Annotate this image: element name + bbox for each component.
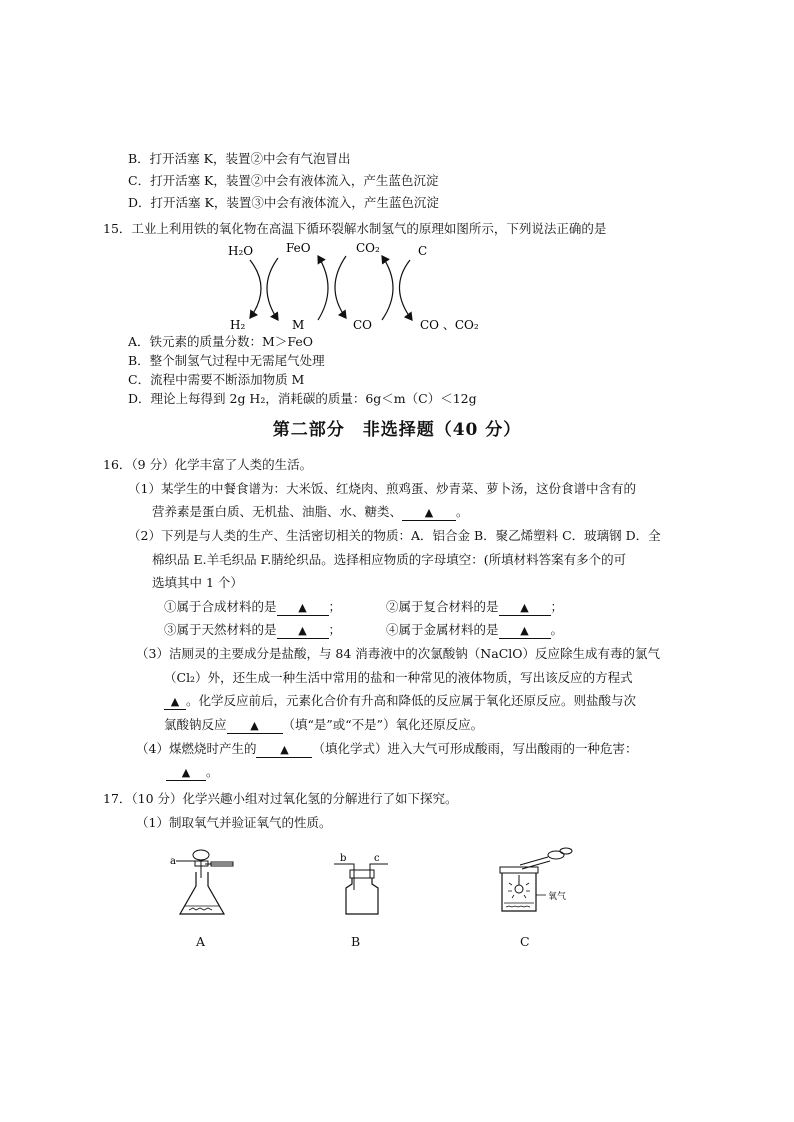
apparatus-c-figure — [494, 843, 594, 919]
label-apparatus-c: C — [520, 934, 530, 949]
label-m: M — [292, 318, 305, 332]
q16-p1-line2: 营养素是蛋白质、无机盐、油脂、水、糖类、 ▲ 。 — [152, 504, 469, 519]
answer-blank[interactable]: ▲ — [164, 694, 186, 710]
q16-p2-line3: 选填其中 1 个） — [152, 575, 243, 590]
label-a: a — [170, 856, 176, 867]
conical-flask — [180, 872, 224, 914]
q16-p2-row2-b: ④属于金属材料的是 ▲ 。 — [386, 622, 564, 637]
label-c: C — [418, 244, 428, 258]
answer-blank[interactable]: ▲ — [499, 623, 551, 639]
part-two-heading: 第二部分 非选择题（40 分） — [272, 420, 522, 440]
label-co-co2: CO 、CO₂ — [420, 318, 479, 332]
q15-option-b: B．整个制氢气过程中无需尾气处理 — [128, 353, 325, 368]
arrow-h2o-h2 — [250, 260, 261, 318]
q15-cycle-diagram — [220, 238, 490, 338]
q14-option-b: B．打开活塞 K，装置②中会有气泡冒出 — [128, 151, 351, 166]
label-oxygen: 氧气 — [548, 892, 567, 902]
q16-p3-line1: （3）洁厕灵的主要成分是盐酸，与 84 消毒液中的次氯酸钠（NaClO）反应除生成有毒的氯气 — [136, 646, 661, 661]
answer-blank[interactable]: ▲ — [402, 505, 456, 521]
q14-option-c: C．打开活塞 K，装置②中会有液体流入，产生蓝色沉淀 — [128, 173, 439, 188]
answer-blank[interactable]: ▲ — [166, 765, 206, 781]
label-h2o: H₂O — [228, 244, 254, 258]
q16-p2-line2: 棉织品 E.羊毛织品 F.腈纶织品。选择相应物质的字母填空：(所填材料答案有多个的可 — [152, 552, 627, 567]
answer-blank[interactable]: ▲ — [227, 718, 283, 734]
answer-blank[interactable]: ▲ — [499, 600, 551, 616]
label-apparatus-b: B — [351, 934, 361, 949]
label-c-tube: c — [374, 853, 380, 864]
answer-blank[interactable]: ▲ — [277, 623, 329, 639]
q14-option-d: D．打开活塞 K，装置③中会有液体流入，产生蓝色沉淀 — [128, 195, 439, 210]
separatory-funnel — [193, 850, 209, 860]
answer-blank[interactable]: ▲ — [256, 742, 312, 758]
burning-sample — [515, 885, 523, 893]
q16-p1-line1: （1）某学生的中餐食谱为：大米饭、红烧肉、煎鸡蛋、炒青菜、萝卜汤，这份食谱中含有的 — [128, 481, 636, 496]
label-apparatus-a: A — [196, 934, 206, 949]
q15-stem: 15．工业上利用铁的氧化物在高温下循环裂解水制氢气的原理如图所示，下列说法正确的是 — [103, 221, 607, 236]
q16-p2-row1-b: ②属于复合材料的是 ▲ ； — [386, 599, 564, 614]
label-co2-top: CO₂ — [356, 241, 380, 255]
arrow-m-feo — [318, 256, 328, 320]
q15-option-d: D．理论上每得到 2g H₂，消耗碳的质量：6g＜m（C）＜12g — [128, 391, 477, 406]
q16-p2-line1: （2）下列是与人类的生产、生活密切相关的物质：A．铝合金 B．聚乙烯塑料 C．玻璃钢 D．全 — [128, 528, 661, 543]
label-co: CO — [353, 318, 373, 332]
arrow-co2-co — [335, 256, 346, 318]
label-b: b — [340, 853, 347, 864]
q15-option-a: A．铁元素的质量分数：M＞FeO — [128, 334, 313, 349]
gas-bottle — [346, 878, 378, 914]
q16-p2-row1-a: ①属于合成材料的是 ▲ ； — [164, 599, 342, 614]
q16-p3-line4: 氯酸钠反应 ▲ （填“是”或“不是”）氧化还原反应。 — [164, 717, 484, 732]
arrow-c-co — [399, 260, 412, 320]
label-feo: FeO — [286, 241, 311, 255]
q16-p3-line3: ▲ 。化学反应前后，元素化合价有升高和降低的反应属于氧化还原反应。则盐酸与次 — [164, 692, 636, 710]
answer-blank[interactable]: ▲ — [277, 600, 329, 616]
q16-p4-line2: ▲ 。 — [166, 763, 219, 781]
q16-p4-line1: （4）煤燃烧时产生的 ▲ （填化学式）进入大气可形成酸雨，写出酸雨的一种危害： — [136, 741, 638, 756]
q16-p3-line2: （Cl₂）外，还生成一种生活中常用的盐和一种常见的液体物质，写出该反应的方程式 — [164, 670, 633, 685]
arrow-co-co2 — [382, 256, 393, 320]
label-h2: H₂ — [230, 318, 246, 332]
q15-option-c: C．流程中需要不断添加物质 M — [128, 372, 305, 387]
q17-stem: 17．（10 分）化学兴趣小组对过氧化氢的分解进行了如下探究。 — [103, 791, 458, 806]
arrow-feo-m — [267, 258, 278, 320]
q16-p2-row2-a: ③属于天然材料的是 ▲ ； — [164, 622, 342, 637]
crucible-tongs — [520, 857, 548, 865]
q16-stem: 16．（9 分）化学丰富了人类的生活。 — [103, 457, 313, 472]
apparatus-a-figure — [165, 842, 245, 920]
apparatus-b-figure — [330, 852, 400, 918]
q17-p1: （1）制取氧气并验证氧气的性质。 — [136, 815, 332, 830]
